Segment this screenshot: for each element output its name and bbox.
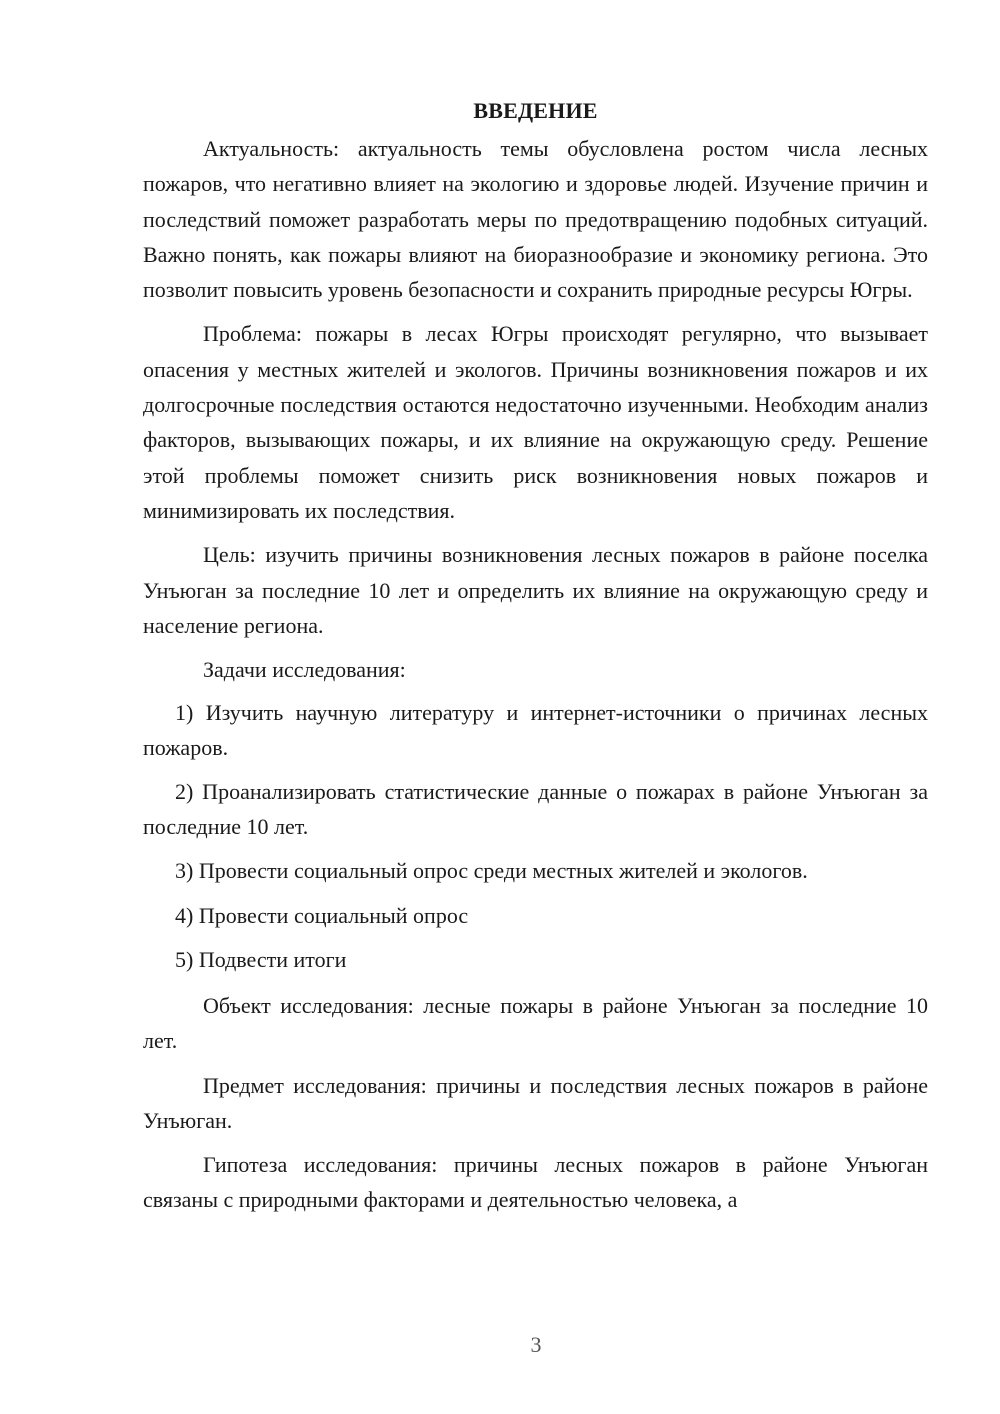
task-item-4: 4) Провести социальный опрос: [175, 902, 469, 928]
object-paragraph: Объект исследования: лесные пожары в районе Унъюган за последние 10 лет.: [143, 992, 928, 1054]
tasks-heading: Задачи исследования:: [203, 657, 406, 683]
task-item-1: 1) Изучить научную литературу и интернет-источники о причинах лесных пожаров.: [143, 700, 928, 760]
document-page: [143, 95, 928, 1227]
task-item-3: 3) Провести социальный опрос среди местных жителей и экологов.: [175, 858, 808, 884]
hypothesis-paragraph: Гипотеза исследования: причины лесных пожаров в районе Унъюган связаны с природными факторами и деятельностью человека, а: [143, 1152, 928, 1213]
task-item-5: 5) Подвести итоги: [175, 947, 347, 973]
subject-paragraph: Предмет исследования: причины и последствия лесных пожаров в районе Унъюган.: [143, 1072, 928, 1133]
page-number: 3: [530, 1332, 542, 1357]
problem-paragraph: Проблема: пожары в лесах Югры происходят регулярно, что вызывает опасения у местных жителей и экологов. Причины возникновения пожаров и их долгосрочные последствия остаются недостаточно изученными. Необходим анализ факторов, вызывающих пожары, и их влияние на окружающую среду. Решение этой проблемы поможет снизить риск возникновения новых пожаров и минимизировать их последствия.: [143, 321, 928, 523]
goal-paragraph: Цель: изучить причины возникновения лесных пожаров в районе поселка Унъюган за последние 10 лет и определить их влияние на окружающую среду и население региона.: [143, 542, 928, 638]
page-title: ВВЕДЕНИЕ: [473, 98, 598, 123]
relevance-paragraph: Актуальность: актуальность темы обусловлена ростом числа лесных пожаров, что негативно влияет на экологию и здоровье людей. Изучение причин и последствий поможет разработать меры по предотвращению подобных ситуаций. Важно понять, как пожары влияют на биоразнообразие и экономику региона. Это позволит повысить уровень безопасности и сохранить природные ресурсы Югры.: [143, 136, 928, 303]
task-item-2: 2) Проанализировать статистические данные о пожарах в районе Унъюган за последние 10 лет.: [143, 779, 928, 839]
